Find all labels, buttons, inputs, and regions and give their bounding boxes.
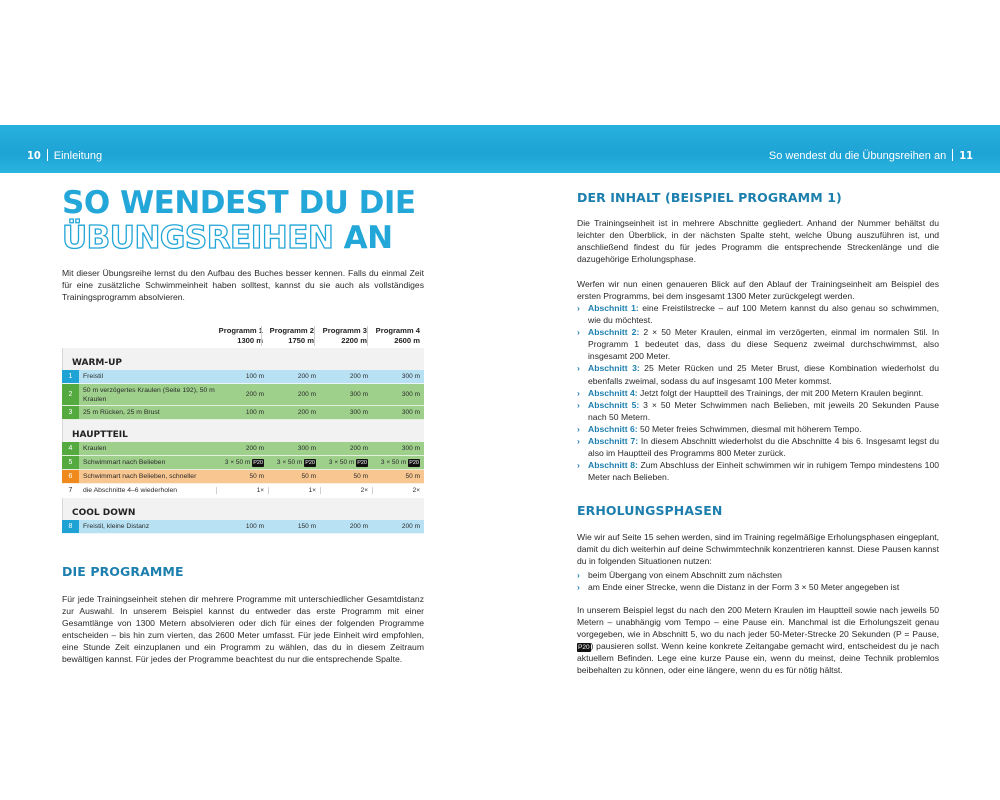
pause-badge: P20 <box>305 459 315 466</box>
row-value <box>320 473 372 480</box>
row-exercise: 25 m Rücken, 25 m Brust <box>83 409 160 416</box>
row-value-text: 50 m <box>301 473 316 480</box>
row-value-text: 300 m <box>401 391 420 398</box>
erholung-item-text: beim Übergang von einem Abschnitt zum nächsten <box>588 570 782 580</box>
row-value-text: 200 m <box>349 373 368 380</box>
row-value <box>268 373 320 380</box>
row-value-text: 3 × 50 m <box>224 458 251 466</box>
row-value <box>268 459 320 467</box>
row-value-text: 300 m <box>401 445 420 452</box>
header-right <box>769 149 973 162</box>
erholung-item-text: am Ende einer Strecke, wenn die Distanz in der Form 3 × 50 Meter angegeben ist <box>588 582 900 593</box>
row-value-text: 300 m <box>349 409 368 416</box>
row-value <box>216 409 268 416</box>
row-value-text: 50 m <box>405 473 420 480</box>
row-value-text: 100 m <box>245 409 264 416</box>
table-section-title: COOL DOWN <box>62 498 424 520</box>
row-exercise: Schwimmart nach Belieben <box>83 459 166 466</box>
row-value <box>216 373 268 380</box>
arrow-icon: › <box>577 460 580 471</box>
chapter-title: Einleitung <box>53 150 103 162</box>
pause-badge: P20 <box>253 459 263 466</box>
row-value <box>372 459 424 467</box>
header-banner <box>0 125 1000 173</box>
row-value <box>216 445 268 452</box>
row-value-text: 3 × 50 m <box>276 458 303 466</box>
row-value <box>268 409 320 416</box>
abschnitt-item <box>577 302 939 326</box>
row-number: 1 <box>62 370 79 383</box>
erholung-paragraph-2 <box>577 604 939 677</box>
page-number-right: 11 <box>959 149 973 162</box>
row-value-text: 300 m <box>401 373 420 380</box>
row-value <box>372 391 424 398</box>
abschnitt-item <box>577 387 939 399</box>
row-value-text: 1× <box>308 487 316 494</box>
abschnitt-item <box>577 435 939 459</box>
row-exercise: die Abschnitte 4–6 wiederholen <box>83 487 178 494</box>
row-value <box>372 473 424 480</box>
arrow-icon: › <box>577 436 580 447</box>
abschnitt-text: Zum Abschluss der Einheit schwimmen wir in ruhigem Tempo mindestens 100 Meter nach Belieben. <box>588 460 940 483</box>
column-header-distance: 1750 m <box>288 336 314 345</box>
row-value <box>268 445 320 452</box>
column-header-name: Programm 3 <box>322 326 367 335</box>
column-header <box>367 326 422 346</box>
row-value <box>268 473 320 480</box>
arrow-icon: › <box>577 399 580 410</box>
arrow-icon: › <box>577 423 580 434</box>
row-value <box>268 487 320 494</box>
row-value-text: 200 m <box>297 373 316 380</box>
column-header <box>261 326 316 346</box>
row-number: 6 <box>62 470 79 483</box>
row-value-text: 200 m <box>401 523 420 530</box>
row-value-text: 200 m <box>349 523 368 530</box>
inhalt-heading: DER INHALT (BEISPIEL PROGRAMM 1) <box>577 190 842 205</box>
erholung-item <box>577 569 939 581</box>
row-value-text: 100 m <box>245 523 264 530</box>
abschnitt-label: Abschnitt 3: <box>588 363 640 374</box>
row-number: 5 <box>62 456 79 469</box>
row-value-text: 300 m <box>401 409 420 416</box>
row-value-text: 2× <box>360 487 368 494</box>
row-number: 8 <box>62 520 79 533</box>
erholung-text-a: In unserem Beispiel legst du nach den 200 Metern Kraulen im Hauptteil sowie nach jeweils 50 Metern – unabhängig vom Tempo – eine Pause ein. Manchmal ist die Erholungszeit genau vorgegeben, wie in Abschnitt 5, wo du nach jeder 50-Meter-Strecke 20 Sekunden (P = Pause, <box>577 605 939 640</box>
column-header-distance: 1300 m <box>237 336 263 345</box>
inhalt-paragraph-1: Die Trainingseinheit ist in mehrere Abschnitte gegliedert. Anhand der Nummer behältst du leichter den Überblick, in der nächsten Spalte steht, welche Übung auszuführen ist, und anschließend findest du für jedes Programm die entsprechende Streckenlänge und die dazugehörige Erholungsphase. <box>577 218 939 265</box>
table-row <box>62 456 424 470</box>
programme-heading: DIE PROGRAMME <box>62 564 184 579</box>
erholung-text-b: ) pausieren sollst. Wenn keine konkrete Zeitangabe gemacht wird, entscheidest du je nach aktuellem Befinden. Lege eine kurze Pause ein, wenn du meinst, deine Technik problemlos beibehalten zu können, oder eine längere, wenn du es für nötig hältst. <box>577 641 939 676</box>
row-value <box>320 487 372 494</box>
abschnitt-label: Abschnitt 6: <box>588 423 638 434</box>
row-value <box>320 459 372 467</box>
page-title <box>62 186 416 256</box>
table-row <box>62 384 424 406</box>
row-value-text: 300 m <box>297 445 316 452</box>
abschnitt-text: 25 Meter Rücken und 25 Meter Brust, diese Kombination wiederholst du ebenfalls zweimal, sodass du auf insgesamt 100 Meter kommst. <box>588 363 939 386</box>
row-exercise: 50 m verzögertes Kraulen (Seite 192), 50 m Kraulen <box>83 386 215 403</box>
row-value <box>216 459 268 467</box>
row-number: 7 <box>62 484 79 497</box>
row-value <box>320 373 372 380</box>
pause-badge: P20 <box>578 644 590 652</box>
row-value <box>216 473 268 480</box>
header-separator <box>952 149 953 161</box>
row-value-text: 50 m <box>249 473 264 480</box>
row-value-text: 50 m <box>353 473 368 480</box>
row-value-text: 3 × 50 m <box>380 458 407 466</box>
page-number-left: 10 <box>27 149 41 162</box>
row-number: 2 <box>62 384 79 405</box>
intro-paragraph: Mit dieser Übungsreihe lernst du den Aufbau des Buches besser kennen. Falls du einmal Zeit für eine zusätzliche Schwimmeinheit haben solltest, kannst du sie auch als vollständiges Trainingsprogramm absolvieren. <box>62 268 424 303</box>
abschnitt-label: Abschnitt 8: <box>588 460 638 471</box>
row-value <box>216 523 268 530</box>
table-row <box>62 484 424 498</box>
abschnitt-item <box>577 326 939 362</box>
abschnitt-text: 3 × 50 Meter Schwimmen nach Belieben, mit jeweils 20 Sekunden Pause nach 50 Metern. <box>588 399 940 422</box>
abschnitt-item <box>577 423 939 435</box>
row-value <box>372 523 424 530</box>
column-header-name: Programm 1 <box>218 326 263 335</box>
abschnitt-text: 2 × 50 Meter Kraulen, einmal im verzögerten, einmal im normalen Stil. In Programm 1 bedeutet das, dass du diese Sequenz zweimal durchschwimmst, also insgesamt 200 Meter. <box>588 327 939 362</box>
column-header-distance: 2600 m <box>394 336 420 345</box>
row-number: 3 <box>62 406 79 419</box>
row-value-text: 200 m <box>297 409 316 416</box>
abschnitt-label: Abschnitt 7: <box>588 436 639 447</box>
row-exercise: Freistil, kleine Distanz <box>83 523 150 530</box>
row-value <box>372 409 424 416</box>
pause-badge: P20 <box>409 459 419 466</box>
row-value <box>268 523 320 530</box>
erholung-item <box>577 581 939 593</box>
table-header <box>62 322 424 348</box>
column-header-distance: 2200 m <box>341 336 367 345</box>
title-outline-word: ÜBUNGSREIHEN <box>62 220 334 256</box>
row-value <box>372 487 424 494</box>
row-value-text: 150 m <box>297 523 316 530</box>
table-section-title: HAUPTTEIL <box>62 420 424 442</box>
pause-badge: P20 <box>357 459 367 466</box>
header-separator <box>47 149 48 161</box>
arrow-icon: › <box>577 303 580 313</box>
row-value-text: 200 m <box>297 391 316 398</box>
row-value <box>372 373 424 380</box>
row-value <box>216 487 268 494</box>
abschnitt-text: eine Freistilstrecke – auf 100 Metern kannst du also genau so schwimmen, wie du möchtest. <box>588 303 939 326</box>
abschnitt-item <box>577 459 939 483</box>
erholung-paragraph-1: Wie wir auf Seite 15 sehen werden, sind im Training regelmäßige Erholungsphasen eingeplant, damit du dich weiterhin auf deine Schwimmtechnik konzentrieren kannst. Diese Pausen kannst du in folgenden Situationen nutzen: <box>577 532 939 567</box>
erholung-list <box>577 569 939 593</box>
row-value-text: 3 × 50 m <box>328 458 355 466</box>
table-row <box>62 406 424 420</box>
title-solid-word: AN <box>333 220 393 256</box>
abschnitt-item <box>577 362 939 386</box>
program-table <box>62 322 424 534</box>
row-value-text: 200 m <box>245 445 264 452</box>
abschnitt-item <box>577 399 939 423</box>
table-row <box>62 370 424 384</box>
arrow-icon: › <box>577 387 580 398</box>
row-value <box>320 523 372 530</box>
arrow-icon: › <box>577 363 580 374</box>
row-value-text: 1× <box>256 487 264 494</box>
abschnitt-list <box>577 302 939 483</box>
abschnitt-label: Abschnitt 5: <box>588 399 640 410</box>
arrow-icon: › <box>577 570 580 580</box>
arrow-icon: › <box>577 327 580 338</box>
row-number: 4 <box>62 442 79 455</box>
row-value-text: 300 m <box>349 391 368 398</box>
row-value <box>320 391 372 398</box>
section-title: So wendest du die Übungsreihen an <box>768 150 947 162</box>
title-line-1: SO WENDEST DU DIE <box>62 185 416 221</box>
inhalt-paragraph-2: Werfen wir nun einen genaueren Blick auf den Ablauf der Trainingseinheit am Beispiel des ersten Programms, bei dem insgesamt 1300 Meter zurückgelegt werden. <box>577 279 939 302</box>
row-exercise: Schwimmart nach Belieben, schneller <box>83 473 197 480</box>
row-value <box>372 445 424 452</box>
abschnitt-label: Abschnitt 1: <box>588 303 639 313</box>
table-row <box>62 470 424 484</box>
row-value <box>320 409 372 416</box>
header-left <box>27 149 102 162</box>
table-row <box>62 520 424 534</box>
column-header <box>211 326 263 346</box>
table-body <box>62 348 424 534</box>
abschnitt-text: In diesem Abschnitt wiederholst du die Abschnitte 4 bis 6. Insgesamt legst du also im Hauptteil des Programms 800 Meter zurück. <box>588 436 939 459</box>
row-value-text: 200 m <box>349 445 368 452</box>
erholung-heading: ERHOLUNGSPHASEN <box>577 503 723 518</box>
table-row <box>62 442 424 456</box>
row-value-text: 2× <box>412 487 420 494</box>
table-section-title: WARM-UP <box>62 348 424 370</box>
row-value <box>320 445 372 452</box>
programme-paragraph: Für jede Trainingseinheit stehen dir mehrere Programme mit unterschiedlicher Gesamtdistanz zur Auswahl. In unserem Beispiel kannst du entweder das erste Programm mit einer Gesamtlänge von 1300 Metern absolvieren oder dich für eines der folgenden Programme entscheiden – bis hin zum vierten, das 2600 Meter umfasst. Für jede Einheit wird empfohlen, eine Stunde Zeit einzuplanen und ein Programm zu wählen, das du in diesem Zeitraum bewältigen kannst. Für jedes der Programme beachtest du nur die entsprechende Spalte. <box>62 594 424 665</box>
row-value-text: 200 m <box>245 391 264 398</box>
column-header <box>314 326 369 346</box>
row-exercise: Freistil <box>83 373 104 380</box>
abschnitt-label: Abschnitt 2: <box>588 327 640 338</box>
abschnitt-text: Jetzt folgt der Hauptteil des Trainings, der mit 200 Metern Kraulen beginnt. <box>637 387 924 398</box>
abschnitt-label: Abschnitt 4: <box>588 387 638 398</box>
row-value-text: 100 m <box>245 373 264 380</box>
row-value <box>216 391 268 398</box>
row-exercise: Kraulen <box>83 445 107 452</box>
column-header-name: Programm 4 <box>375 326 420 335</box>
abschnitt-text: 50 Meter freies Schwimmen, diesmal mit höherem Tempo. <box>637 423 862 434</box>
row-value <box>268 391 320 398</box>
column-header-name: Programm 2 <box>269 326 314 335</box>
arrow-icon: › <box>577 582 580 593</box>
